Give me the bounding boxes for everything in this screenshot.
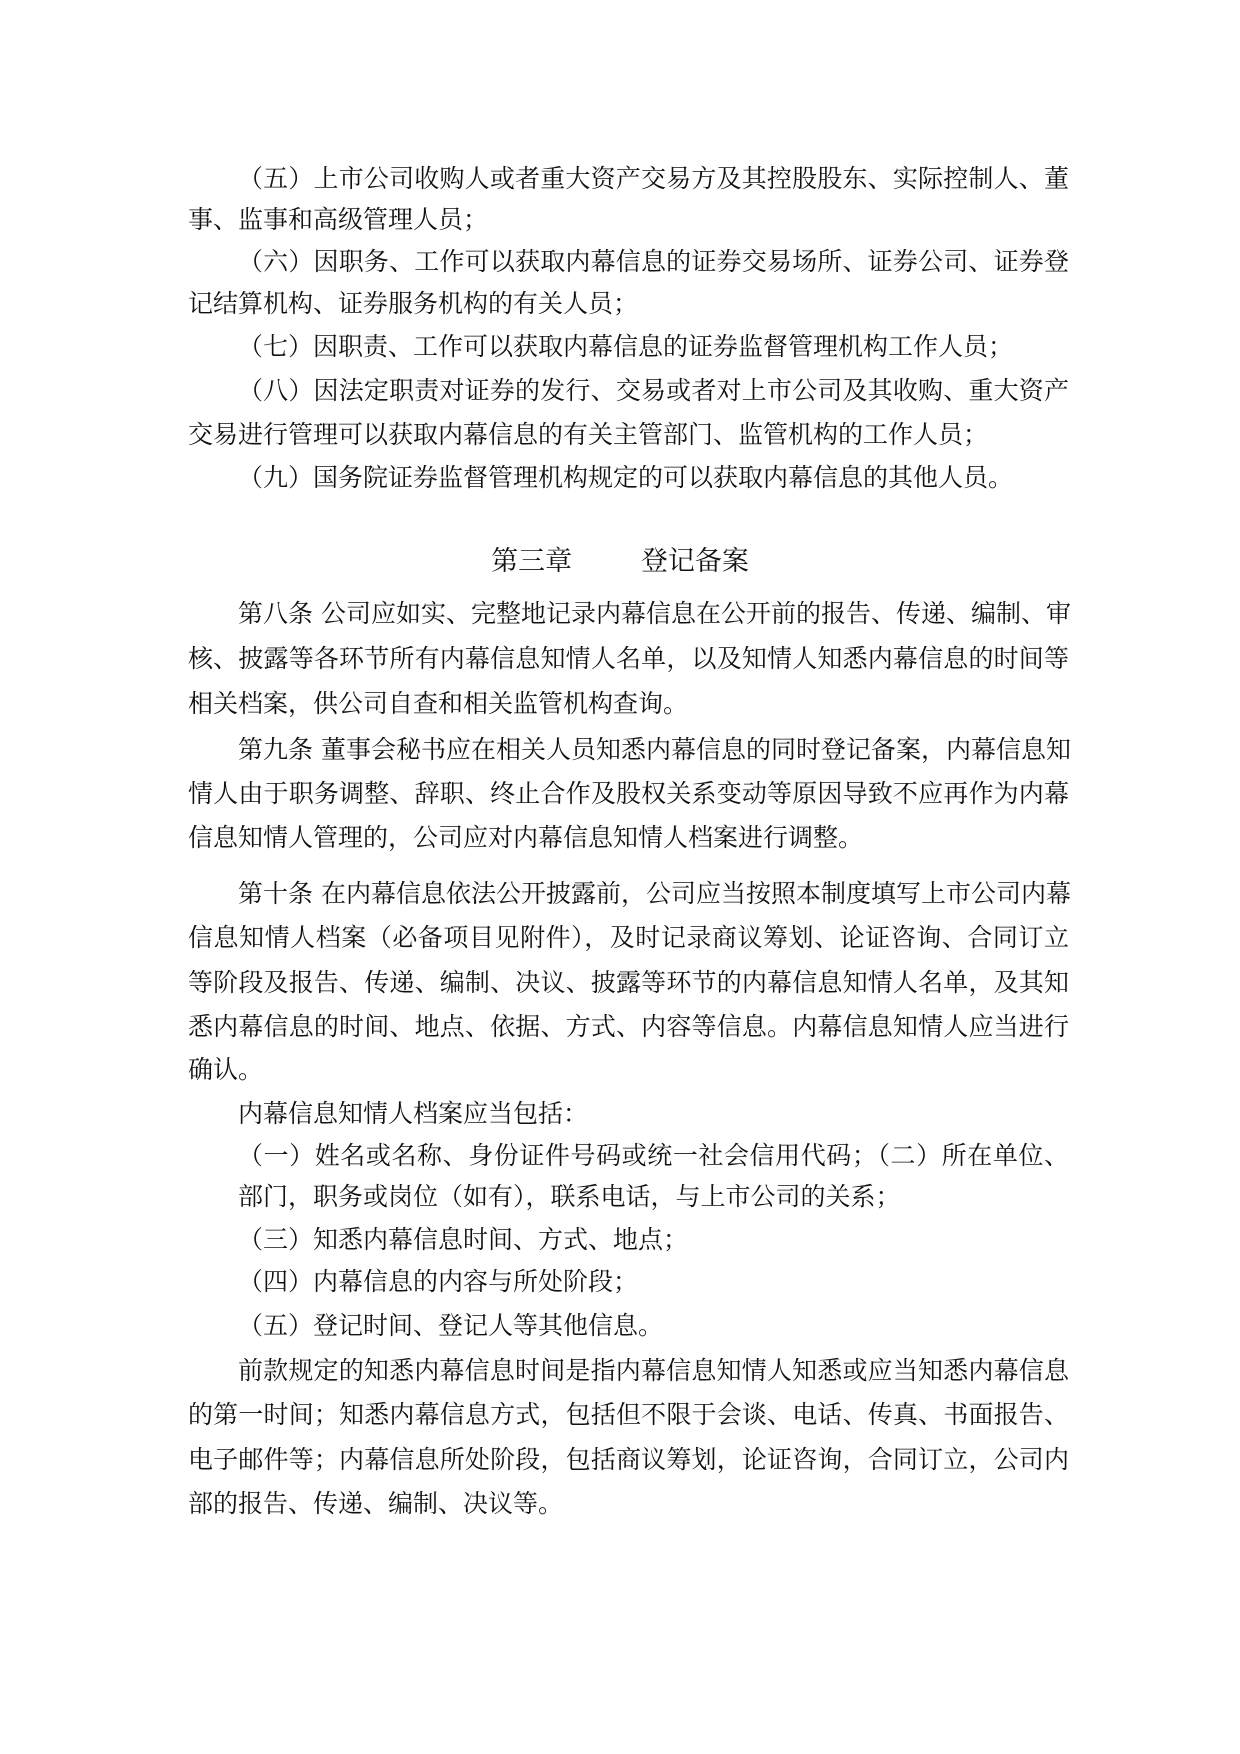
archive-item-1-cont: 部门，职务或岗位（如有），联系电话，与上市公司的关系；	[238, 1182, 901, 1211]
list-item-6-line2: 记结算机构、证券服务机构的有关人员；	[188, 289, 639, 318]
closing-line2: 的第一时间；知悉内幕信息方式，包括但不限于会谈、电话、传真、书面报告、	[188, 1400, 1069, 1429]
list-item-6-line1: （六）因职务、工作可以获取内幕信息的证券交易场所、证券公司、证券登	[238, 247, 1069, 276]
list-item-9: （九）国务院证券监督管理机构规定的可以获取内幕信息的其他人员。	[238, 463, 1014, 492]
chapter-number: 第三章	[491, 546, 573, 577]
closing-line4: 部的报告、传递、编制、决议等。	[188, 1489, 564, 1518]
chapter-heading	[0, 544, 1240, 580]
archive-item-1: （一）姓名或名称、身份证件号码或统一社会信用代码；（二）所在单位、	[238, 1141, 1069, 1170]
article-8-line2: 核、披露等各环节所有内幕信息知情人名单，以及知情人知悉内幕信息的时间等	[188, 644, 1069, 673]
article-10-line5: 确认。	[188, 1055, 264, 1084]
list-item-8-line2: 交易进行管理可以获取内幕信息的有关主管部门、监管机构的工作人员；	[188, 420, 989, 449]
article-10-line1: 第十条 在内幕信息依法公开披露前，公司应当按照本制度填写上市公司内幕	[238, 879, 1071, 908]
list-item-5-line1: （五）上市公司收购人或者重大资产交易方及其控股股东、实际控制人、董	[238, 164, 1069, 193]
list-item-5-line2: 事、监事和高级管理人员；	[188, 205, 489, 234]
article-10-line3: 等阶段及报告、传递、编制、决议、披露等环节的内幕信息知情人名单，及其知	[188, 968, 1069, 997]
chapter-title: 登记备案	[640, 546, 749, 577]
article-9-line2: 情人由于职务调整、辞职、终止合作及股权关系变动等原因导致不应再作为内幕	[188, 779, 1069, 808]
article-9-line3: 信息知情人管理的，公司应对内幕信息知情人档案进行调整。	[188, 823, 864, 852]
closing-line3: 电子邮件等；内幕信息所处阶段，包括商议筹划，论证咨询，合同订立，公司内	[188, 1445, 1069, 1474]
article-8-line1: 第八条 公司应如实、完整地记录内幕信息在公开前的报告、传递、编制、审	[238, 599, 1071, 628]
closing-line1: 前款规定的知悉内幕信息时间是指内幕信息知情人知悉或应当知悉内幕信息	[238, 1356, 1069, 1385]
article-8-line3: 相关档案，供公司自查和相关监管机构查询。	[188, 689, 689, 718]
archive-item-4: （四）内幕信息的内容与所处阶段；	[238, 1267, 639, 1296]
article-9-line1: 第九条 董事会秘书应在相关人员知悉内幕信息的同时登记备案，内幕信息知	[238, 735, 1071, 764]
list-item-8-line1: （八）因法定职责对证券的发行、交易或者对上市公司及其收购、重大资产	[238, 376, 1069, 405]
article-10-line2: 信息知情人档案（必备项目见附件），及时记录商议筹划、论证咨询、合同订立	[188, 923, 1069, 952]
archive-item-3: （三）知悉内幕信息时间、方式、地点；	[238, 1225, 689, 1254]
list-item-7: （七）因职责、工作可以获取内幕信息的证券监督管理机构工作人员；	[238, 332, 1014, 361]
article-10-line4: 悉内幕信息的时间、地点、依据、方式、内容等信息。内幕信息知情人应当进行	[188, 1012, 1069, 1041]
archive-intro: 内幕信息知情人档案应当包括：	[238, 1099, 589, 1128]
archive-item-5: （五）登记时间、登记人等其他信息。	[238, 1311, 664, 1340]
